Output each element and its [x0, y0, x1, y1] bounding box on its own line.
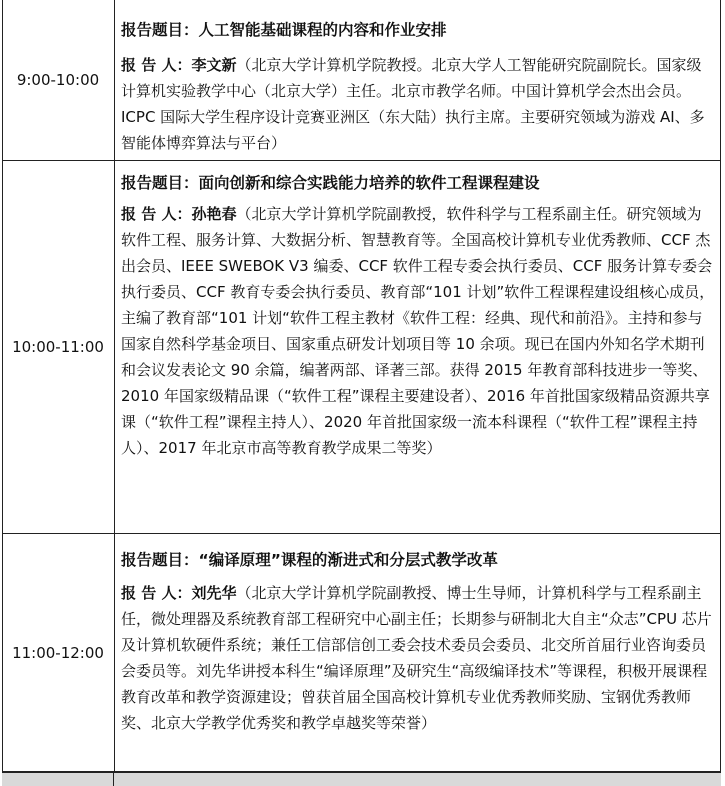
speaker-bio: （北京大学计算机学院副教授，软件科学与工程系副主任。研究领域为软件工程、服务计算、大数据分析、智慧教育等。全国高校计算机专业优秀教师、CCF 杰出会员、IEEE SWEBOK V3 编委、CCF 软件工程专委会执行委员、CCF 服务计算专委会执行委员、CCF 教育专委会执行委员、教育部“101 计划”软件工程课程建设组核心成员，主编了教育部“101 计划“软件工程主教材《软件工程：经典、现代和前沿》。主持和参与国家自然科学基金项目、国家重点研发计划项目等 10 余项。现已在国内外知名学术期刊和会议发表论文 90 余篇，编著两部、译著三部。获得 2015 年教育部科技进步一等奖、2010 年国家级精品课（“软件工程”课程主要建设者）、2016 年首批国家级精品资源共享课（“软件工程”课程主持人）、2020 年首批国家级一流本科课程（“软件工程”课程主持人）、2017 年北京市高等教育教学成果二等奖）: [121, 205, 715, 457]
speaker-bio: （北京大学计算机学院教授。北京大学人工智能研究院副院长。国家级计算机实验教学中心（北京大学）主任。北京市教学名师。中国计算机学会杰出会员。ICPC 国际大学生程序设计竞赛亚洲区（东大陆）执行主席。主要研究领域为游戏 AI、多智能体博弈算法与平台）: [121, 56, 705, 152]
speaker-info: [121, 201, 715, 461]
session-time: 11:00-12:00: [2, 534, 115, 771]
talk-title-label: 报告题目：: [121, 551, 199, 569]
speaker-label: 报 告 人：: [121, 205, 192, 223]
speaker-label: 报 告 人：: [121, 56, 192, 74]
column-divider: [113, 773, 114, 786]
speaker-name: 刘先华: [191, 584, 237, 602]
talk-title: [121, 171, 540, 193]
talk-title-text: 面向创新和综合实践能力培养的软件工程课程建设: [198, 174, 540, 192]
next-row-header: [2, 772, 721, 786]
speaker-name: 李文新: [191, 56, 237, 74]
session-time: 9:00-10:00: [2, 0, 115, 160]
session-content: [115, 0, 721, 160]
session-time: 10:00-11:00: [2, 161, 115, 533]
speaker-info: [121, 580, 715, 736]
speaker-name: 孙艳春: [191, 205, 237, 223]
talk-title-text: “编译原理”课程的渐进式和分层式教学改革: [198, 551, 498, 569]
session-content: [115, 534, 721, 771]
talk-title-label: 报告题目：: [121, 174, 199, 192]
talk-title-label: 报告题目：: [121, 21, 199, 39]
session-content: [115, 161, 721, 533]
speaker-info: [121, 52, 715, 156]
talk-title: [121, 18, 447, 40]
speaker-bio: （北京大学计算机学院副教授、博士生导师，计算机科学与工程系副主任，微处理器及系统教育部工程研究中心副主任；长期参与研制北大自主“众志”CPU 芯片及计算机软硬件系统；兼任工信部信创工委会技术委员会委员、北交所首届行业咨询委员会委员等。刘先华讲授本科生“编译原理”及研究生“高级编译技术”等课程，积极开展课程教育改革和教学资源建设；曾获首届全国高校计算机专业优秀教师奖励、宝钢优秀教师奖、北京大学教学优秀奖和教学卓越奖等荣誉）: [121, 584, 712, 732]
session-row: [2, 161, 721, 534]
talk-title: [121, 548, 498, 570]
session-row: [2, 0, 721, 161]
talk-title-text: 人工智能基础课程的内容和作业安排: [198, 21, 447, 39]
session-row: [2, 534, 721, 772]
speaker-label: 报 告 人：: [121, 584, 192, 602]
